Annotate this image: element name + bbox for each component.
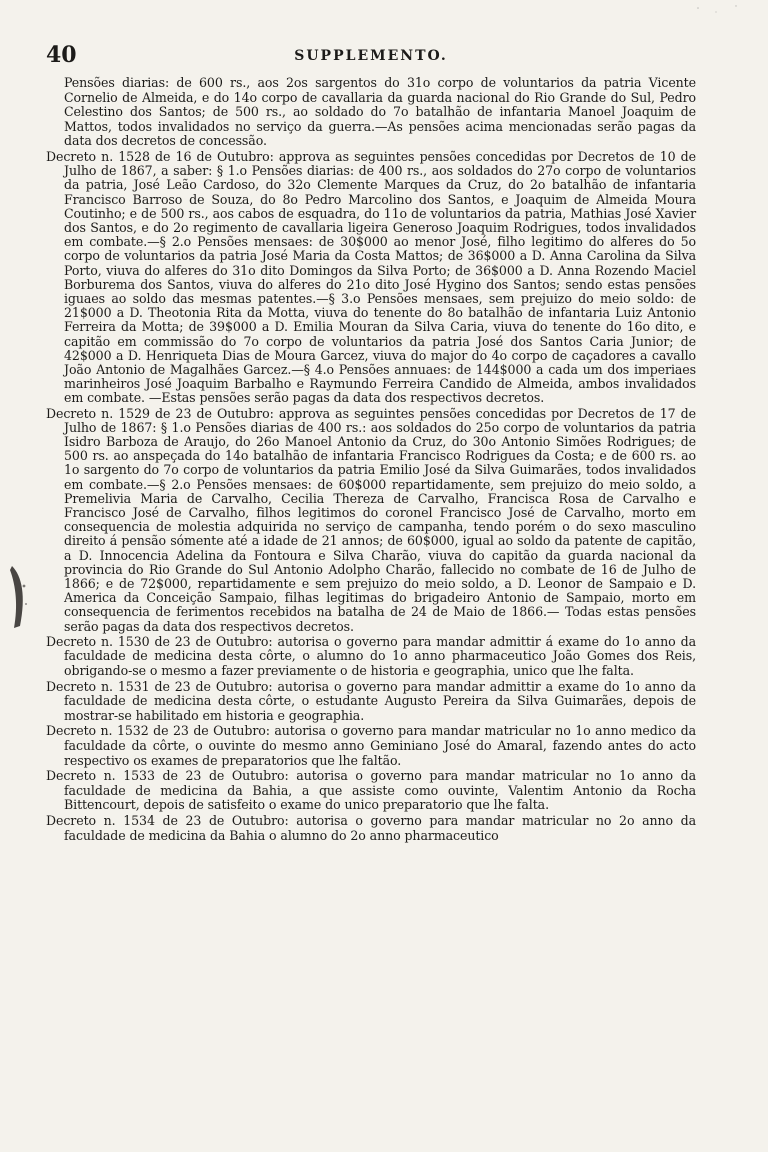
- margin-ink-mark: [8, 556, 30, 636]
- page-header: [46, 40, 696, 80]
- document-page: [46, 40, 696, 1140]
- page-number: 40: [46, 42, 77, 68]
- entry-paragraph: Decreto n. 1529 de 23 de Outubro: approva as seguintes pensões concedidas por Decretos de 17 de Julho de 1867: § 1.o Pensões diarias de 400 rs.: aos soldados do 25o corpo de voluntarios da patria Isidro Barboza de Araujo, do 26o Manoel Antonio da Cruz, do 30o Antonio Simões Rodrigues; de 500 rs. ao anspeçada do 14o batalhão de infantaria Francisco Rodrigues da Costa; e de 600 rs. ao 1o sargento do 7o corpo de voluntarios da patria Emilio José da Silva Guimarães, todos invalidados em combate.—§ 2.o Pensões mensaes: de 60$000 repartidamente, sem prejuizo do meio soldo, a Premelivia Maria de Carvalho, Cecilia Thereza de Carvalho, Francisca Rosa de Carvalho e Francisco José de Carvalho, filhos legitimos do coronel Francisco José de Carvalho, morto em consequencia de molestia adquirida no serviço de campanha, tendo porém o do sexo masculino direito á pensão sómente até a idade de 21 annos; de 60$000, igual ao soldo da patente de capitão, a D. Innocencia Adelina da Fontoura e Silva Charão, viuva do capitão da guarda nacional da provincia do Rio Grande do Sul Antonio Adolpho Charão, fallecido no combate de 16 de Julho de 1866; e de 72$000, repartidamente e sem prejuizo do meio soldo, a D. Leonor de Sampaio e D. America da Conceição Sampaio, filhas legitimas do brigadeiro Antonio de Sampaio, morto em consequencia de ferimentos recebidos na batalha de 24 de Maio de 1866.— Todas estas pensões serão pagas da data dos respectivos decretos.: [46, 405, 696, 634]
- corner-smudge: [688, 0, 748, 20]
- entry-paragraph: Decreto n. 1534 de 23 de Outubro: autorisa o governo para mandar matricular no 2o anno da faculdade de medicina da Bahia o alumno do 2o anno pharmaceutico: [46, 813, 696, 843]
- entry-paragraph: Decreto n. 1531 de 23 de Outubro: autorisa o governo para mandar admittir a exame do 1o anno da faculdade de medicina desta côrte, o estudante Augusto Pereira da Silva Guimarães, depois de mostrar-se habilitado em historia e geographia.: [46, 678, 696, 723]
- entries-body: [46, 76, 696, 844]
- entry-paragraph: Decreto n. 1532 de 23 de Outubro: autorisa o governo para mandar matricular no 1o anno medico da faculdade da côrte, o ouvinte do mesmo anno Geminiano José do Amaral, fazendo antes do acto respectivo os exames de preparatorios que lhe faltão.: [46, 723, 696, 768]
- running-title: SUPPLEMENTO.: [294, 48, 448, 64]
- entry-paragraph: Decreto n. 1530 de 23 de Outubro: autorisa o governo para mandar admittir á exame do 1o anno da faculdade de medicina desta côrte, o alumno do 1o anno pharmaceutico João Gomes dos Reis, obrigando-se o mesmo a fazer previamente o de historia e geographia, unico que lhe falta.: [46, 633, 696, 679]
- entry-paragraph: Decreto n. 1528 de 16 de Outubro: approva as seguintes pensões concedidas por Decretos de 10 de Julho de 1867, a saber: § 1.o Pensões diarias: de 400 rs., aos soldados do 27o corpo de voluntarios da patria, José Leão Cardoso, do 32o Clemente Marques da Cruz, do 2o batalhão de infantaria Francisco Barroso de Souza, do 8o Pedro Marcolino dos Santos, e Joaquim de Almeida Moura Coutinho; e de 500 rs., aos cabos de esquadra, do 11o de voluntarios da patria, Mathias José Xavier dos Santos, e do 2o regimento de cavallaria ligeira Generoso Joaquim Rodrigues, todos invalidados em combate.—§ 2.o Pensões mensaes: de 30$000 ao menor José, filho legitimo do alferes do 5o corpo de voluntarios da patria José Maria da Costa Mattos; de 36$000 a D. Anna Carolina da Silva Porto, viuva do alferes do 31o dito Domingos da Silva Porto; de 36$000 a D. Anna Rozendo Maciel Borburema dos Santos, viuva do alferes do 21o dito José Hygino dos Santos; sendo estas pensões iguaes ao soldo das mesmas patentes.—§ 3.o Pensões mensaes, sem prejuizo do meio soldo: de 21$000 a D. Theotonia Rita da Motta, viuva do tenente do 8o batalhão de infantaria Luiz Antonio Ferreira da Motta; de 39$000 a D. Emilia Mouran da Silva Caria, viuva do tenente do 16o dito, e capitão em commissão do 7o corpo de voluntarios da patria José dos Santos Caria Junior; de 42$000 a D. Henriqueta Dias de Moura Garcez, viuva do major do 4o corpo de caçadores a cavallo João Antonio de Magalhães Garcez.—§ 4.o Pensões annuaes: de 144$000 a cada um dos imperiaes marinheiros José Joaquim Barbalho e Raymundo Ferreira Candido de Almeida, ambos invalidados em combate. —Estas pensões serão pagas da data dos respectivos decretos.: [46, 148, 696, 406]
- entry-paragraph: Pensões diarias: de 600 rs., aos 2os sargentos do 31o corpo de voluntarios da patria Vicente Cornelio de Almeida, e do 14o corpo de cavallaria da guarda nacional do Rio Grande do Sul, Pedro Celestino dos Santos; de 500 rs., ao soldado do 7o batalhão de infantaria Manoel Joaquim de Mattos, todos invalidados no serviço da guerra.—As pensões acima mencionadas serão pagas da data dos decretos de concessão.: [64, 75, 696, 149]
- entry-paragraph: Decreto n. 1533 de 23 de Outubro: autorisa o governo para mandar matricular no 1o anno da faculdade de medicina da Bahia, a que assiste como ouvinte, Valentim Antonio da Rocha Bittencourt, depois de satisfeito o exame do unico preparatorio que lhe falta.: [46, 768, 696, 813]
